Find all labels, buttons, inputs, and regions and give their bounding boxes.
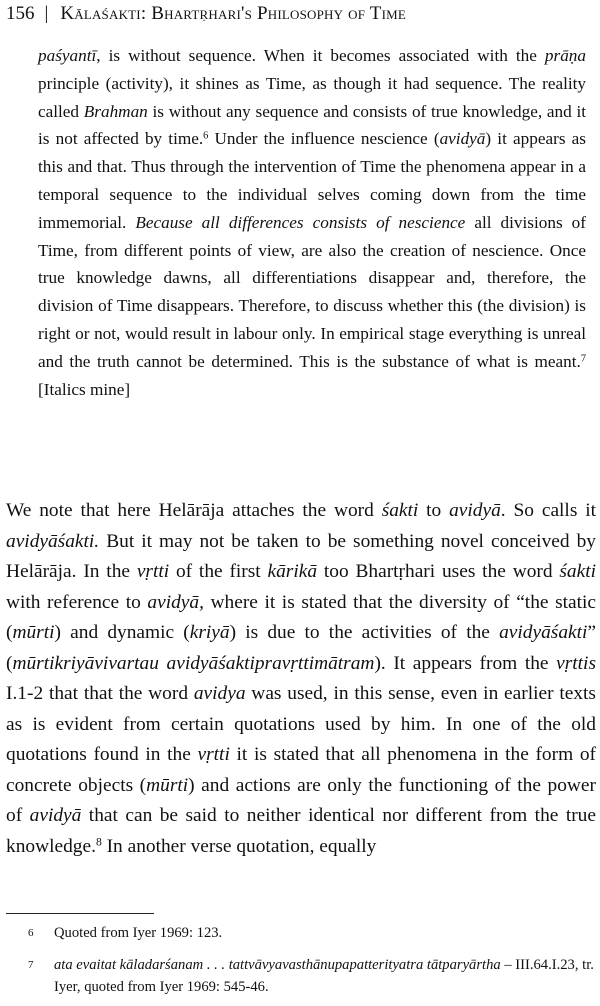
footnote-rule [6,913,154,914]
text-run: Quoted from Iyer 1969: 123. [54,925,223,941]
italic-term: avidya [193,683,246,704]
footnote-marker: 7 [580,353,586,365]
text-run: where it is stated that the diversity of “the static ( [6,591,596,643]
italic-term: avidyā [29,805,82,826]
running-header [6,1,600,27]
italic-term: avidyāśakti. [6,530,100,552]
text-run: But it may not be taken to be something novel conceived by Helārāja. In the [6,530,596,582]
text-run: Under the influence nescience ( [208,129,440,149]
text-run: principle (activity), it shines as Time, as though it had sequence. The reality called [38,73,586,121]
block-quote [38,42,586,403]
italic-term: avidyā, [147,591,204,613]
italic-term: avidyā [449,500,501,521]
book-title: Kālaśakti: Bhartṛhari's Philosophy of Time [60,3,407,24]
footnote-6 [6,922,596,944]
text-run: , is without sequence. When it becomes associated with the [96,46,545,65]
italic-term: avidyā [439,129,486,149]
italic-term: vṛtti [197,744,230,765]
footnote-marker: 6 [203,130,209,142]
italic-term: Because all differences consists of nescience [135,212,466,232]
italic-term: prāṇa [544,46,586,65]
footnote-text [54,954,594,998]
text-run: with reference to [6,591,148,613]
text-run: ) is due to the activities of the [229,622,500,643]
footnote-number: 7 [28,959,34,971]
text-run: that can be said to neither identical nor different from the true knowledge. [6,805,596,857]
footnote-marker: 8 [95,835,102,849]
italic-term: ata evaitat kāladarśanam . . . tattvāvyavasthānupapatterityatra tātparyārtha [54,957,501,973]
text-run: of the first [169,561,268,582]
italic-term: śakti [381,500,419,521]
body-paragraph [6,496,596,862]
text-run: We note that here Helārāja attaches the word [6,500,382,521]
italic-term: vṛttis [556,652,596,674]
italic-term: vṛtti [136,561,170,582]
text-run: all divisions of Time, from different points of view, are also the creation of nescience. Once true knowledge dawns, all differentiations disappear and, therefore, the division of Time disappears. Therefore, to discuss whether this (the division) is right or not, would result in labour only. In empirical stage everything is unreal and the truth cannot be determined. This is the substance of what is meant. [38,212,586,371]
text-run: ). It appears from the [374,652,557,674]
footnote-number: 6 [28,927,34,939]
text-run: ) it appears as this and that. Thus through the intervention of Time the phenomena appear in a temporal sequence to the individual selves coming down from the time immemorial. [38,129,586,232]
text-run: [Italics mine] [38,379,131,399]
italic-term: Brahman [83,101,148,121]
footnote-text [54,922,594,944]
text-run: too Bhartṛhari uses the word [317,561,560,582]
text-run: . So calls it [500,500,597,521]
italic-term: paśyantī [38,46,97,65]
text-run: – III.64.I.23, tr. Iyer, quoted from Iyer 1969: 545-46. [54,957,594,995]
text-run: it is stated that all phenomena in the form of concrete objects ( [6,744,596,796]
italic-term: mūrti [146,774,189,796]
italic-term: śakti [559,561,596,582]
italic-term: mūrti [12,622,55,643]
footnote-7 [6,954,596,998]
text-run: is without any sequence and consists of true knowledge, and it is not affected by time. [38,101,587,149]
italic-term: mūrtikriyāvivartau avidyāśaktipravṛttimātram [12,652,375,674]
text-run: In another verse quotation, equally [101,835,377,857]
text-run: was used, in this sense, even in earlier texts as is evident from certain quotations used by him. In one of the old quotations found in the [6,683,596,765]
text-run: ) and actions are only the functioning of the power of [6,774,596,826]
text-run: to [418,500,450,521]
text-run: ) and dynamic ( [54,622,190,643]
text-run: I.1-2 that that the word [6,683,194,704]
italic-term: kārikā [267,561,318,582]
text-run: ” ( [6,622,597,674]
header-separator: | [44,3,49,24]
italic-term: kriyā [189,622,230,643]
page-number: 156 [6,3,35,24]
italic-term: avidyāśakti [499,622,588,643]
